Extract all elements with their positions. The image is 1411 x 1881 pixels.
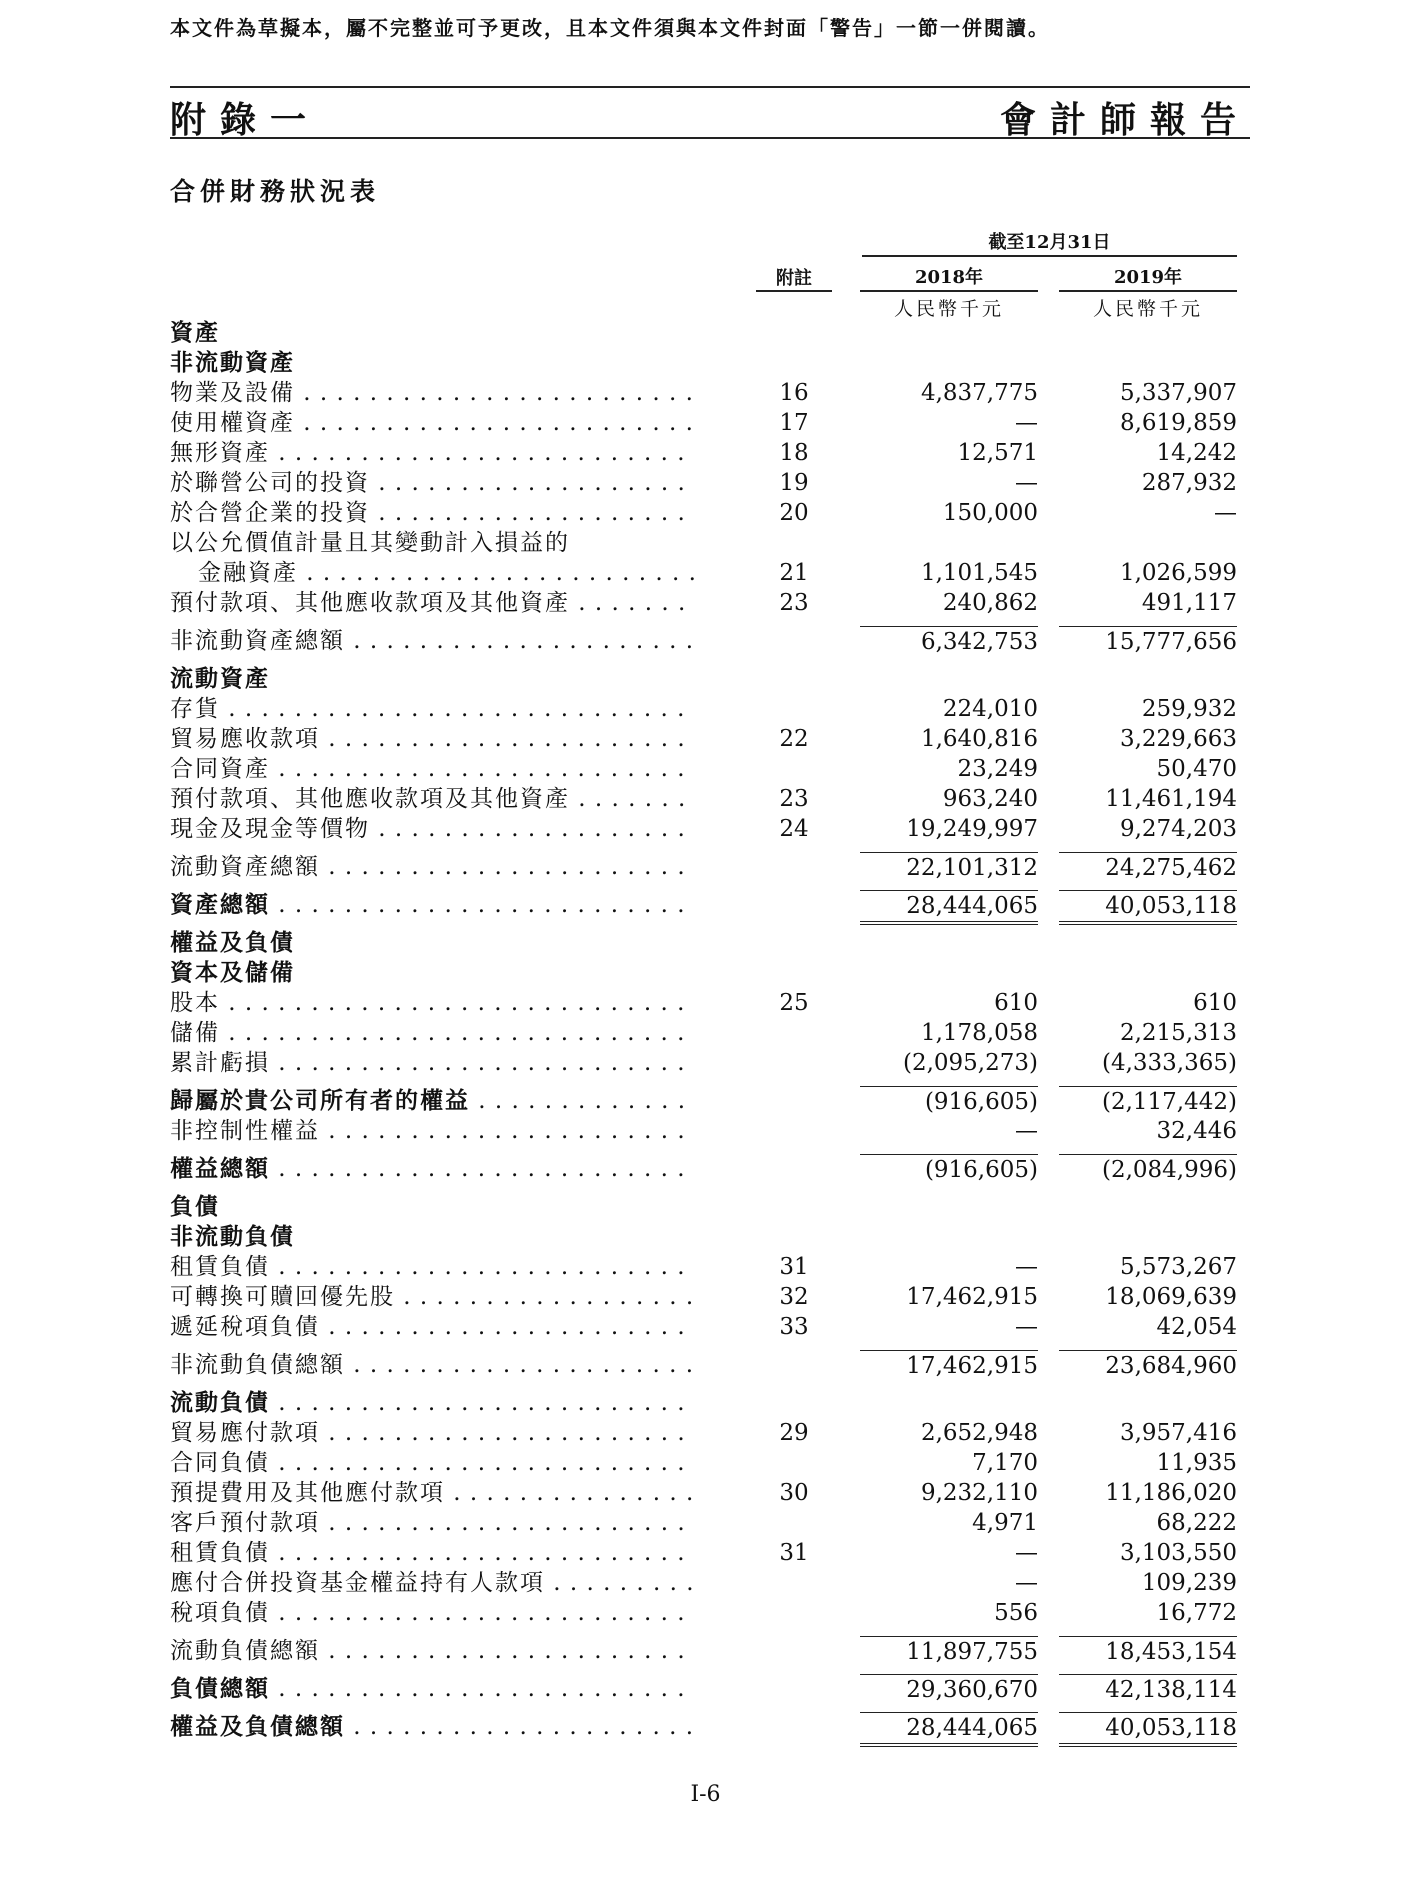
year-2018-rule (860, 290, 1038, 292)
table-row (170, 498, 1250, 528)
table-row (170, 1568, 1250, 1598)
value-2019: (2,117,442) (1059, 1086, 1237, 1117)
value-2019: 5,337,907 (1119, 380, 1237, 406)
value-2018: 1,178,058 (920, 1020, 1038, 1046)
value-2018: — (1015, 410, 1038, 436)
value-2019: 23,684,960 (1059, 1350, 1237, 1381)
year-2018-header: 2018年 (914, 267, 984, 288)
value-2018: 556 (994, 1600, 1038, 1626)
appendix-label: 附錄一 (170, 99, 321, 141)
table-row (170, 588, 1250, 618)
row-label: 預提費用及其他應付款項 . . . (170, 1478, 695, 1508)
value-2019: 24,275,462 (1059, 852, 1237, 883)
table-row (170, 1086, 1250, 1116)
value-2019: 3,229,663 (1119, 726, 1237, 752)
value-2018: (2,095,273) (902, 1050, 1038, 1076)
table-row (170, 1448, 1250, 1478)
row-label: 非流動負債總額 . . . (170, 1350, 695, 1380)
table-row (170, 1388, 1250, 1418)
table-row (170, 664, 1250, 694)
value-2018: 23,249 (957, 756, 1038, 782)
table-row (170, 1508, 1250, 1538)
table-row (170, 754, 1250, 784)
row-label: 遞延稅項負債 . . . (170, 1312, 695, 1342)
value-2019: 109,239 (1141, 1570, 1237, 1596)
row-note: 29 (779, 1420, 809, 1446)
value-2019: 11,935 (1156, 1450, 1237, 1476)
value-2018: 19,249,997 (906, 816, 1038, 842)
table-row (170, 1418, 1250, 1448)
row-label: 流動資產總額 . . . (170, 852, 695, 882)
row-note: 18 (779, 440, 809, 466)
value-2018: 4,837,775 (920, 380, 1038, 406)
table-row (170, 1636, 1250, 1666)
value-2018: 1,640,816 (920, 726, 1038, 752)
row-note: 21 (779, 560, 809, 586)
row-note: 30 (779, 1480, 809, 1506)
table-row (170, 784, 1250, 814)
value-2019: 16,772 (1156, 1600, 1237, 1626)
row-label: 稅項負債 . . . (170, 1598, 695, 1628)
table-row (170, 852, 1250, 882)
value-2018: 29,360,670 (860, 1674, 1038, 1705)
table-row (170, 694, 1250, 724)
statement-title: 合併財務狀況表 (170, 177, 381, 206)
value-2019: (2,084,996) (1059, 1154, 1237, 1185)
row-note: 32 (779, 1284, 809, 1310)
row-label: 金融資產 . . . (170, 558, 695, 588)
value-2019: — (1214, 500, 1237, 526)
row-label: 權益及負債總額 . . . (170, 1712, 695, 1742)
row-note: 20 (779, 500, 809, 526)
value-2018: — (1015, 1118, 1038, 1144)
year-2019-header: 2019年 (1113, 267, 1183, 288)
value-2019: 11,186,020 (1105, 1480, 1237, 1506)
value-2018: — (1015, 1314, 1038, 1340)
table-row (170, 1674, 1250, 1704)
row-label: 累計虧損 . . . (170, 1048, 695, 1078)
value-2019: 18,453,154 (1059, 1636, 1237, 1667)
row-note: 31 (779, 1254, 809, 1280)
value-2018: — (1015, 1254, 1038, 1280)
row-label: 存貨 . . . (170, 694, 695, 724)
table-row (170, 1712, 1250, 1742)
row-label: 儲備 . . . (170, 1018, 695, 1048)
row-label: 可轉換可贖回優先股 . . . (170, 1282, 695, 1312)
row-label: 資產總額 . . . (170, 890, 695, 920)
value-2019: 1,026,599 (1119, 560, 1237, 586)
table-row (170, 1192, 1250, 1222)
value-2018: 17,462,915 (906, 1284, 1038, 1310)
table-row (170, 1154, 1250, 1184)
value-2018: 17,462,915 (860, 1350, 1038, 1381)
page-number: I-6 (690, 1782, 721, 1807)
draft-disclaimer: 本文件為草擬本，屬不完整並可予更改，且本文件須與本文件封面「警告」一節一併閱讀。 (170, 16, 1050, 40)
value-2018: 2,652,948 (920, 1420, 1038, 1446)
value-2019: 9,274,203 (1119, 816, 1237, 842)
row-label: 股本 . . . (170, 988, 695, 1018)
value-2019: 42,054 (1156, 1314, 1237, 1340)
balance-sheet-table (170, 318, 1250, 1742)
row-label: 以公允價值計量且其變動計入損益的 (170, 530, 570, 556)
value-2018: 6,342,753 (860, 626, 1038, 657)
table-row (170, 1222, 1250, 1252)
unit-2018: 人民幣千元 (893, 298, 1004, 320)
row-label: 無形資產 . . . (170, 438, 695, 468)
row-label: 使用權資產 . . . (170, 408, 695, 438)
row-label: 負債 (170, 1193, 220, 1220)
table-row (170, 988, 1250, 1018)
table-row (170, 1116, 1250, 1146)
table-row (170, 1538, 1250, 1568)
value-2019: 610 (1193, 990, 1237, 1016)
row-label: 權益及負債 (170, 929, 295, 956)
header-bottom-rule (170, 137, 1250, 139)
row-note: 16 (779, 380, 809, 406)
value-2019: 40,053,118 (1059, 890, 1237, 925)
table-row (170, 438, 1250, 468)
value-2019: 18,069,639 (1105, 1284, 1237, 1310)
table-row (170, 724, 1250, 754)
row-note: 17 (779, 410, 809, 436)
value-2019: 3,103,550 (1119, 1540, 1237, 1566)
table-row (170, 1048, 1250, 1078)
row-label: 合同負債 . . . (170, 1448, 695, 1478)
table-row (170, 408, 1250, 438)
row-label: 預付款項、其他應收款項及其他資產 . . . (170, 588, 695, 618)
row-label: 於合營企業的投資 . . . (170, 498, 695, 528)
table-row (170, 1598, 1250, 1628)
row-label: 流動負債 . . . (170, 1388, 695, 1418)
row-note: 22 (779, 726, 809, 752)
row-label: 資本及儲備 (170, 959, 295, 986)
row-label: 於聯營公司的投資 . . . (170, 468, 695, 498)
value-2019: 259,932 (1141, 696, 1237, 722)
value-2019: 15,777,656 (1059, 626, 1237, 657)
value-2019: 3,957,416 (1119, 1420, 1237, 1446)
row-note: 19 (779, 470, 809, 496)
value-2019: 491,117 (1141, 590, 1237, 616)
row-label: 現金及現金等價物 . . . (170, 814, 695, 844)
row-label: 非流動負債 (170, 1223, 295, 1250)
value-2019: 68,222 (1156, 1510, 1237, 1536)
table-row (170, 1018, 1250, 1048)
row-label: 流動負債總額 . . . (170, 1636, 695, 1666)
note-column-rule (756, 290, 832, 292)
table-row (170, 890, 1250, 920)
note-column-header: 附註 (776, 268, 812, 289)
row-note: 31 (779, 1540, 809, 1566)
value-2019: 8,619,859 (1119, 410, 1237, 436)
value-2018: 4,971 (972, 1510, 1038, 1536)
row-label: 合同資產 . . . (170, 754, 695, 784)
value-2018: 22,101,312 (860, 852, 1038, 883)
row-label: 流動資產 (170, 665, 270, 692)
value-2019: 11,461,194 (1105, 786, 1237, 812)
value-2018: 1,101,545 (920, 560, 1038, 586)
value-2018: 610 (994, 990, 1038, 1016)
row-label: 權益總額 . . . (170, 1154, 695, 1184)
row-label: 非流動資產 (170, 349, 295, 376)
table-row (170, 1252, 1250, 1282)
value-2019: 5,573,267 (1119, 1254, 1237, 1280)
value-2019: 50,470 (1156, 756, 1237, 782)
row-label: 貿易應付款項 . . . (170, 1418, 695, 1448)
table-row (170, 318, 1250, 348)
row-label: 歸屬於貴公司所有者的權益 . . . (170, 1086, 695, 1116)
table-row (170, 528, 1250, 558)
value-2018: — (1015, 470, 1038, 496)
value-2018: 9,232,110 (920, 1480, 1038, 1506)
value-2019: 287,932 (1141, 470, 1237, 496)
report-label: 會計師報告 (999, 99, 1250, 141)
value-2019: 42,138,114 (1059, 1674, 1237, 1705)
table-row (170, 1350, 1250, 1380)
table-row (170, 1478, 1250, 1508)
row-label: 租賃負債 . . . (170, 1538, 695, 1568)
as-at-header: 截至12月31日 (988, 232, 1111, 253)
value-2018: 11,897,755 (860, 1636, 1038, 1667)
row-label: 非控制性權益 . . . (170, 1116, 695, 1146)
value-2018: 150,000 (942, 500, 1038, 526)
table-row (170, 814, 1250, 844)
table-row (170, 348, 1250, 378)
row-label: 貿易應收款項 . . . (170, 724, 695, 754)
row-label: 非流動資產總額 . . . (170, 626, 695, 656)
value-2018: 28,444,065 (860, 1712, 1038, 1747)
as-at-rule (862, 255, 1237, 257)
row-note: 23 (779, 590, 809, 616)
row-label: 物業及設備 . . . (170, 378, 695, 408)
row-label: 預付款項、其他應收款項及其他資產 . . . (170, 784, 695, 814)
value-2018: 28,444,065 (860, 890, 1038, 925)
table-row (170, 626, 1250, 656)
value-2019: 2,215,313 (1119, 1020, 1237, 1046)
value-2018: 240,862 (942, 590, 1038, 616)
value-2018: 12,571 (957, 440, 1038, 466)
value-2018: 7,170 (972, 1450, 1038, 1476)
value-2018: (916,605) (860, 1154, 1038, 1185)
value-2019: 32,446 (1156, 1118, 1237, 1144)
value-2019: 40,053,118 (1059, 1712, 1237, 1747)
unit-2019: 人民幣千元 (1092, 298, 1203, 320)
row-note: 23 (779, 786, 809, 812)
header-top-rule (170, 86, 1250, 88)
value-2019: 14,242 (1156, 440, 1237, 466)
table-row (170, 468, 1250, 498)
row-label: 客戶預付款項 . . . (170, 1508, 695, 1538)
table-row (170, 958, 1250, 988)
row-note: 33 (779, 1314, 809, 1340)
row-label: 資產 (170, 319, 220, 346)
value-2018: (916,605) (860, 1086, 1038, 1117)
row-label: 應付合併投資基金權益持有人款項 . . . (170, 1568, 695, 1598)
value-2018: 963,240 (942, 786, 1038, 812)
row-label: 負債總額 . . . (170, 1674, 695, 1704)
year-2019-rule (1059, 290, 1237, 292)
row-note: 24 (779, 816, 809, 842)
value-2018: 224,010 (942, 696, 1038, 722)
table-row (170, 558, 1250, 588)
table-row (170, 378, 1250, 408)
row-label: 租賃負債 . . . (170, 1252, 695, 1282)
row-note: 25 (779, 990, 809, 1016)
value-2018: — (1015, 1540, 1038, 1566)
table-row (170, 928, 1250, 958)
value-2018: — (1015, 1570, 1038, 1596)
table-row (170, 1282, 1250, 1312)
value-2019: (4,333,365) (1101, 1050, 1237, 1076)
table-row (170, 1312, 1250, 1342)
